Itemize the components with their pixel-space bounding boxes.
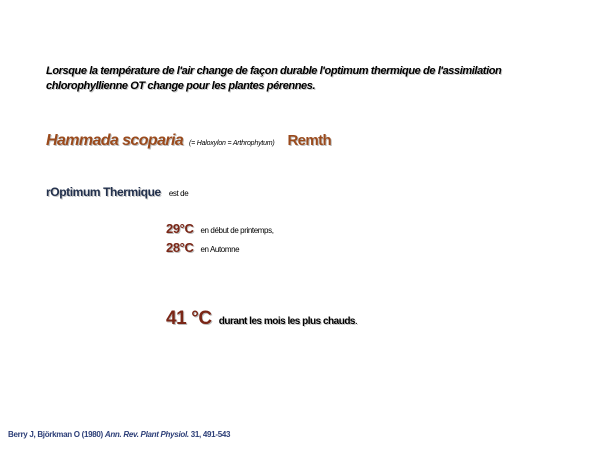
citation-authors: Berry J, Björkman O (1980) [8,430,103,439]
citation [8,430,230,439]
temperature-text: en début de printemps, [200,226,274,235]
temperature-row-summer [166,308,357,330]
species-heading [46,132,331,150]
temperature-value: 28°C [166,240,194,255]
temperature-text: durant les mois les plus chauds [218,316,355,327]
intro-line-2: chlorophyllienne OT change pour les plantes pérennes. [46,80,316,92]
species-name: Hammada scoparia [46,132,184,149]
temperature-text: en Automne [200,245,240,254]
optimum-heading [46,183,188,201]
optimum-term: Optimum Thermique [50,185,161,199]
citation-journal: Ann. Rev. Plant Physiol. [104,430,189,439]
temperature-suffix: . [355,316,358,327]
optimum-prefix: r [46,185,51,199]
optimum-rest: est de [168,189,189,198]
temperature-value: 41 °C [166,308,212,329]
temperature-value: 29°C [166,221,194,236]
intro-paragraph [46,64,566,94]
citation-ref: 31, 491-543 [190,430,231,439]
species-synonyms: (= Haloxylon = Arthrophytum) [189,140,275,147]
intro-line-1: Lorsque la température de l'air change de façon durable l'optimum thermique de l'assimilation [46,65,502,77]
species-author: Remth [287,132,332,149]
temperature-row-autumn [166,239,239,257]
temperature-row-spring [166,220,274,238]
